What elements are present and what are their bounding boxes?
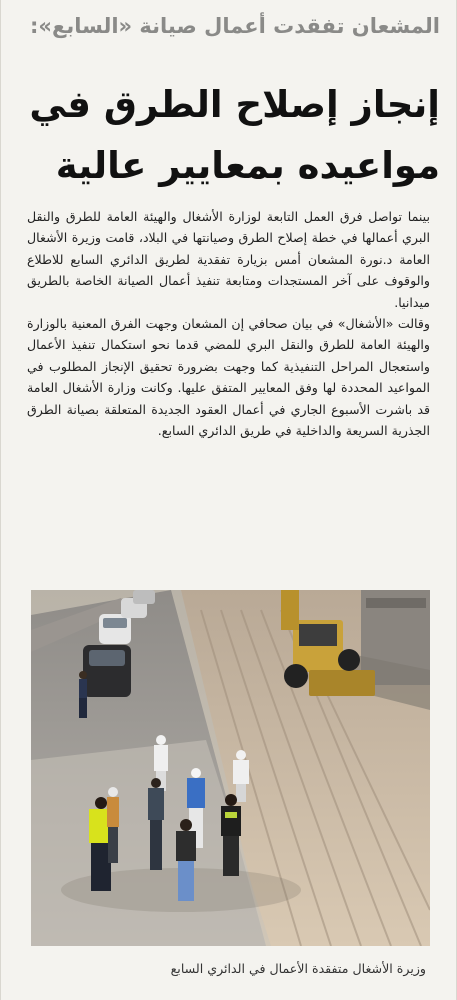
car — [83, 645, 131, 697]
photo-caption: وزيرة الأشغال متفقدة الأعمال في الدائري السابع — [170, 961, 426, 976]
kicker: المشعان تفقدت أعمال صيانة «السابع»: — [30, 14, 440, 38]
article-photo — [31, 590, 430, 946]
road-works-photo — [31, 590, 430, 946]
person — [107, 787, 119, 863]
paragraph-1: بينما تواصل فرق العمل التابعة لوزارة الأشغال والهيئة العامة للطرق والنقل البري أعمالها في خطة إصلاح الطرق وصيانتها في البلاد، قامت وزيرة الأشغال العامة د.نورة المشعان أمس بزيارة تفقدية لطريق الدائري السابع للاطلاع والوقوف على آخر المستجدات ومتابعة تنفيذ أعمال الصيانة الخاصة بالطريق ميدانيا. — [27, 209, 430, 310]
article-body — [27, 206, 430, 441]
headline-line-2: مواعيده بمعايير عالية — [55, 144, 440, 187]
person — [176, 819, 196, 901]
person — [148, 778, 164, 870]
headline-line-1: إنجاز إصلاح الطرق في — [29, 83, 440, 126]
paragraph-2: وقالت «الأشغال» في بيان صحافي إن المشعان وجهت الفرق المعنية بالوزارة والهيئة العامة للطرق والنقل البري للمضي قدما نحو استكمال تنفيذ الأعمال واستعجال المراحل التنفيذية كما وجهت بضرورة تحقيق الإنجاز المطلوب في المواعيد المحددة لها وفق المعايير المتفق عليها. وكانت وزارة الأشغال العامة قد باشرت الأسبوع الجاري في أعمال العقود الجديدة المتعلقة بصيانة الطرق الجذرية السريعة والداخلية في طريق الدائري السابع. — [27, 316, 430, 439]
person — [221, 794, 241, 876]
